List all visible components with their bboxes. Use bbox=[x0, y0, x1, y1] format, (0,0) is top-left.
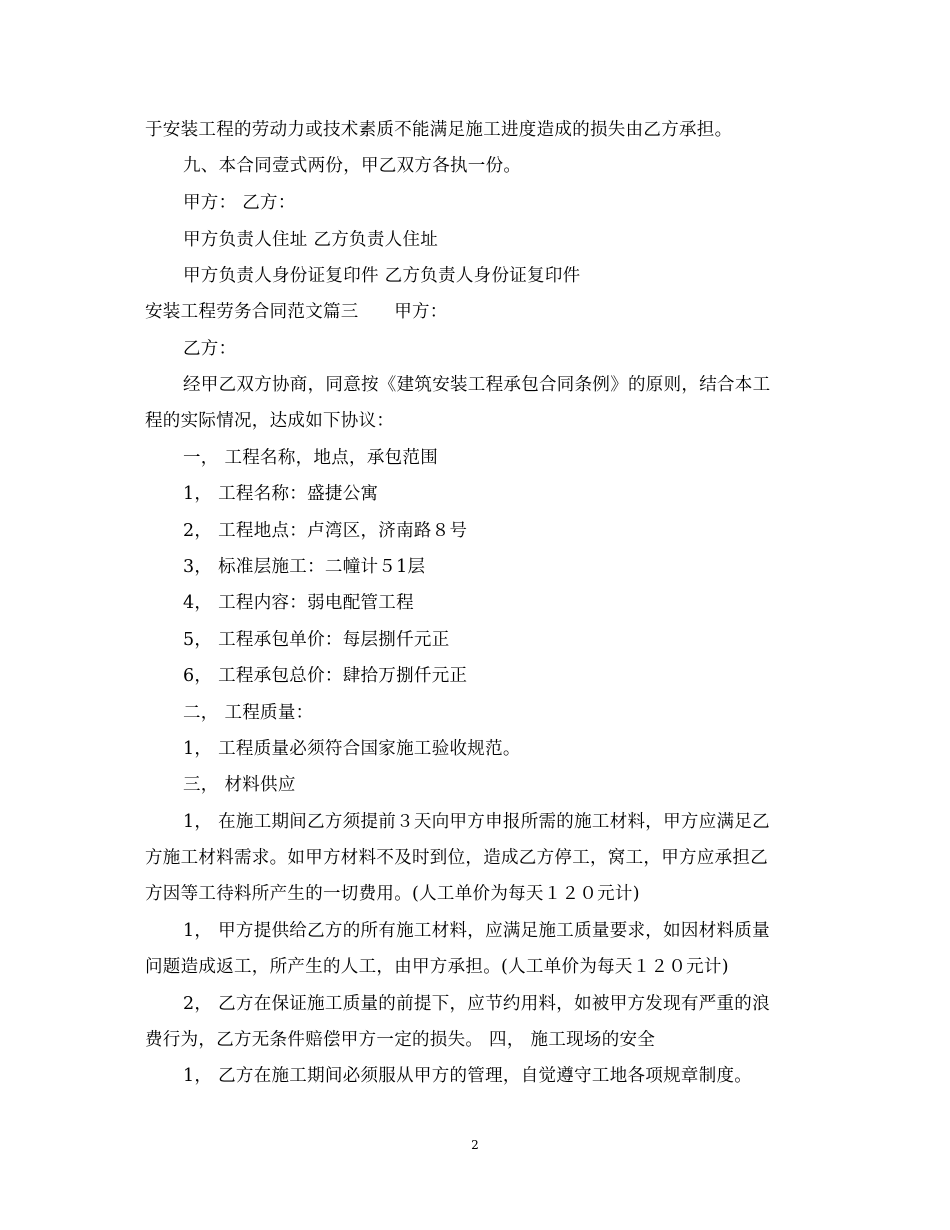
section-heading: 安装工程劳务合同范文篇三 甲方： bbox=[145, 302, 448, 322]
text-line: 乙方： bbox=[183, 339, 237, 359]
text-line: 经甲乙双方协商，同意按《建筑安装工程承包合同条例》的原则，结合本工 bbox=[183, 375, 771, 395]
text-line: 方因等工待料所产生的一切费用。(人工单价为每天１２０元计) bbox=[145, 884, 640, 904]
text-line: 2， 乙方在保证施工质量的前提下，应节约用料，如被甲方发现有严重的浪 bbox=[183, 994, 770, 1014]
text-line: 1， 乙方在施工期间必须服从甲方的管理，自觉遵守工地各项规章制度。 bbox=[183, 1066, 753, 1086]
text-line: 5， 工程承包单价：每层捌仟元正 bbox=[183, 630, 450, 650]
text-line: 费行为，乙方无条件赔偿甲方一定的损失。 四， 施工现场的安全 bbox=[145, 1030, 656, 1050]
text-line: 三， 材料供应 bbox=[183, 775, 296, 795]
text-line: 甲方： 乙方： bbox=[183, 193, 296, 213]
text-line: 九、本合同壹式两份，甲乙双方各执一份。 bbox=[183, 156, 522, 176]
text-line: 4， 工程内容：弱电配管工程 bbox=[183, 593, 414, 613]
text-line: 1， 工程质量必须符合国家施工验收规范。 bbox=[183, 739, 521, 759]
text-line: 问题造成返工，所产生的人工，由甲方承担。(人工单价为每天１２０元计) bbox=[145, 957, 729, 977]
text-line: 3， 标准层施工：二幢计５1层 bbox=[183, 557, 426, 577]
text-line: 二， 工程质量： bbox=[183, 703, 314, 723]
text-line: 6， 工程承包总价：肆拾万捌仟元正 bbox=[183, 666, 468, 686]
text-line: 程的实际情况，达成如下协议： bbox=[145, 411, 395, 431]
text-line: 甲方负责人住址 乙方负责人住址 bbox=[183, 230, 439, 250]
text-line: 2， 工程地点：卢湾区，济南路８号 bbox=[183, 521, 468, 541]
text-line: 1， 在施工期间乙方须提前３天向甲方申报所需的施工材料，甲方应满足乙 bbox=[183, 812, 770, 832]
text-line: 于安装工程的劳动力或技术素质不能满足施工进度造成的损失由乙方承担。 bbox=[145, 120, 733, 140]
text-line: 甲方负责人身份证复印件 乙方负责人身份证复印件 bbox=[183, 266, 581, 286]
text-line: 方施工材料需求。如甲方材料不及时到位，造成乙方停工，窝工，甲方应承担乙 bbox=[145, 848, 768, 868]
page-number: 2 bbox=[471, 1138, 479, 1152]
text-line: 1， 甲方提供给乙方的所有施工材料，应满足施工质量要求，如因材料质量 bbox=[183, 921, 770, 941]
text-line: 一， 工程名称，地点，承包范围 bbox=[183, 448, 439, 468]
text-line: 1， 工程名称：盛捷公寓 bbox=[183, 484, 379, 504]
